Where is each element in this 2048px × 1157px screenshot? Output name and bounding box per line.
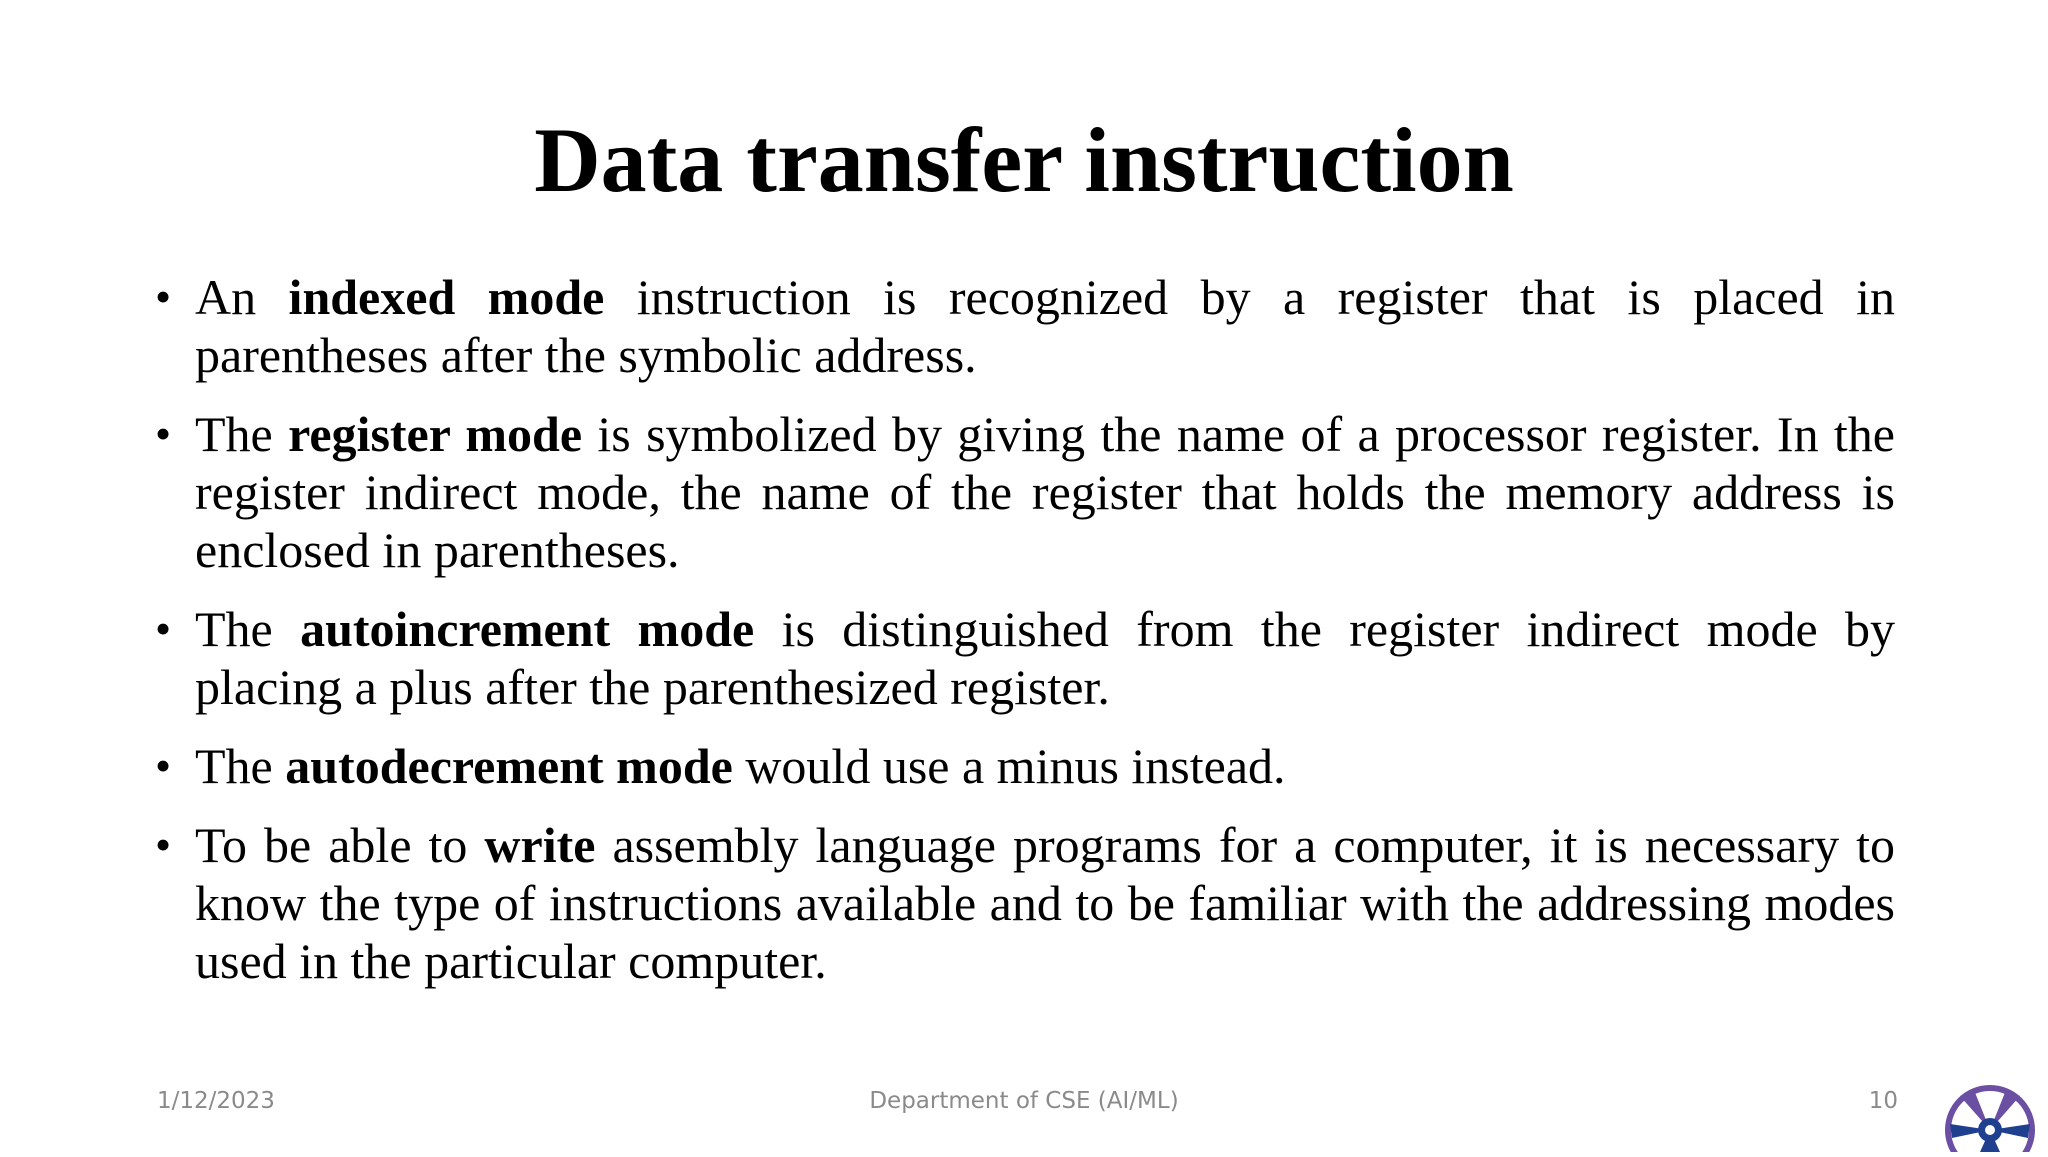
bullet-dot: • [155,603,172,654]
bullet-dot: • [155,819,172,870]
bullet-text-bold: autodecrement mode [285,738,733,794]
bullet-item [155,737,1895,795]
bullet-item [155,268,1895,384]
bullet-text-bold: autoincrement mode [300,601,755,657]
footer-department: Department of CSE (AI/ML) [869,1088,1179,1114]
bullet-text-post: assembly language programs for a computer, it is necessary to know the type of instructions available and to be familiar with the addressing modes used in the particular computer. [195,817,1895,989]
bullet-text-post: is distinguished from the register indirect mode by placing a plus after the parenthesized register. [195,601,1895,715]
bullet-text-post: instruction is recognized by a register that is placed in parentheses after the symbolic address. [195,269,1895,383]
footer-page-number: 10 [1868,1088,1898,1114]
bullet-list [155,268,1895,1011]
bullet-text-pre: The [195,738,286,794]
bullet-item [155,816,1895,990]
bullet-dot: • [155,271,172,322]
bullet-text-bold: write [484,817,596,873]
slide-title: Data transfer instruction [534,109,1514,211]
bullet-dot: • [155,740,172,791]
bullet-text-post: is symbolized by giving the name of a processor register. In the register indirect mode, the name of the register that holds the memory address is enclosed in parentheses. [195,406,1896,578]
college-logo-svg [1940,1080,2040,1152]
bullet-text-bold: indexed mode [288,269,605,325]
bullet-text-pre: An [195,269,289,325]
footer-date: 1/12/2023 [157,1088,275,1114]
bullet-text-post: would use a minus instead. [732,738,1286,794]
bullet-text-bold: register mode [288,406,583,462]
bullet-text-pre: The [195,406,289,462]
bullet-dot: • [155,408,172,459]
bullet-item [155,600,1895,716]
bullet-item [155,405,1895,579]
bullet-text-pre: To be able to [195,817,485,873]
college-logo-icon [1940,1080,2040,1152]
bullet-text-pre: The [195,601,301,657]
